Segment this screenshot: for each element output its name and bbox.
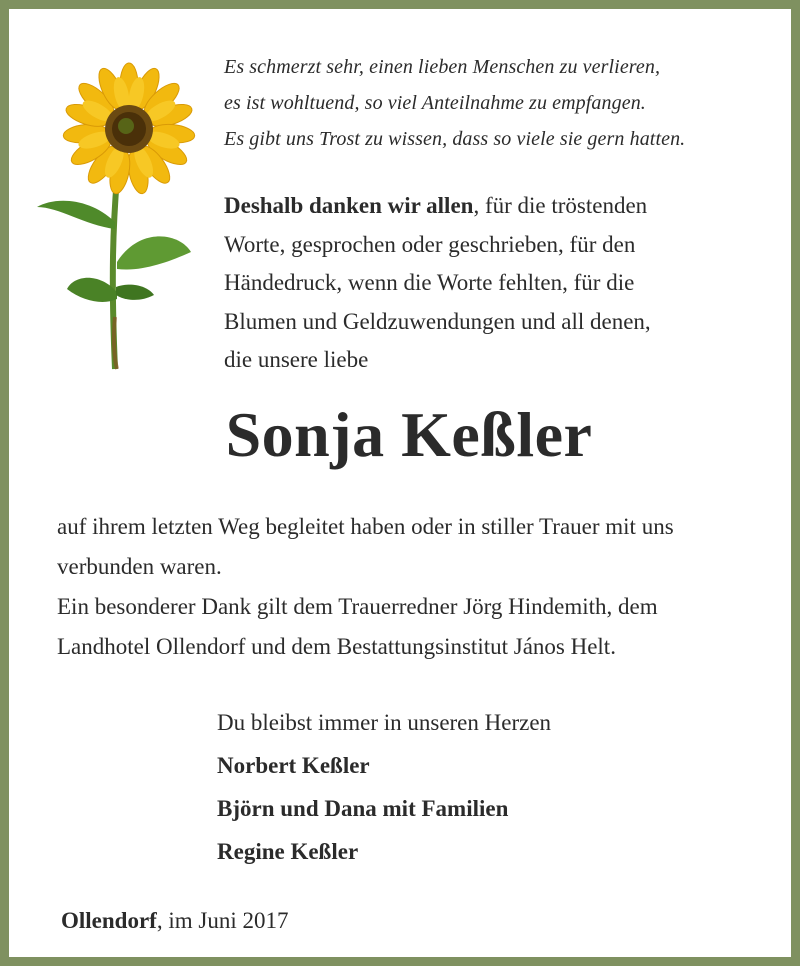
opening-quote — [224, 49, 784, 157]
quote-line: Es schmerzt sehr, einen lieben Menschen zu verlieren, — [224, 56, 661, 78]
thanks-line: die unsere liebe — [224, 347, 369, 372]
thanks-line: Händedruck, wenn die Worte fehlten, für die — [224, 270, 635, 295]
body-paragraph — [57, 507, 787, 667]
signers-list — [217, 744, 777, 873]
body-line: auf ihrem letzten Weg begleitet haben oder in stiller Trauer mit uns — [57, 514, 674, 539]
place-town: Ollendorf — [61, 908, 157, 933]
quote-line: Es gibt uns Trost zu wissen, dass so viele sie gern hatten. — [224, 128, 686, 150]
deceased-name: Sonja Keßler — [225, 399, 593, 470]
body-line: Ein besonderer Dank gilt dem Trauerredner Jörg Hindemith, dem — [57, 594, 658, 619]
thanks-lead-rest: , für die tröstenden — [473, 193, 648, 218]
signer-name: Norbert Keßler — [217, 753, 370, 778]
closing-section — [217, 701, 777, 873]
thanks-lead-bold: Deshalb danken wir allen — [224, 193, 474, 218]
body-line: verbunden waren. — [57, 554, 222, 579]
place-date-text: , im Juni 2017 — [156, 908, 289, 933]
thanks-paragraph — [224, 187, 784, 380]
quote-line: es ist wohltuend, so viel Anteilnahme zu empfangen. — [224, 92, 646, 114]
thanks-line: Blumen und Geldzuwendungen und all denen, — [224, 308, 651, 334]
signer-name: Regine Keßler — [217, 839, 359, 864]
farewell-line: Du bleibst immer in unseren Herzen — [217, 710, 552, 735]
place-date — [61, 903, 561, 939]
body-line: Landhotel Ollendorf und dem Bestattungsinstitut János Helt. — [57, 634, 616, 659]
sunflower-image — [29, 57, 199, 377]
signer-name: Björn und Dana mit Familien — [217, 796, 509, 821]
thanks-lead-line — [224, 187, 784, 226]
thanks-line: Worte, gesprochen oder geschrieben, für den — [224, 231, 636, 257]
